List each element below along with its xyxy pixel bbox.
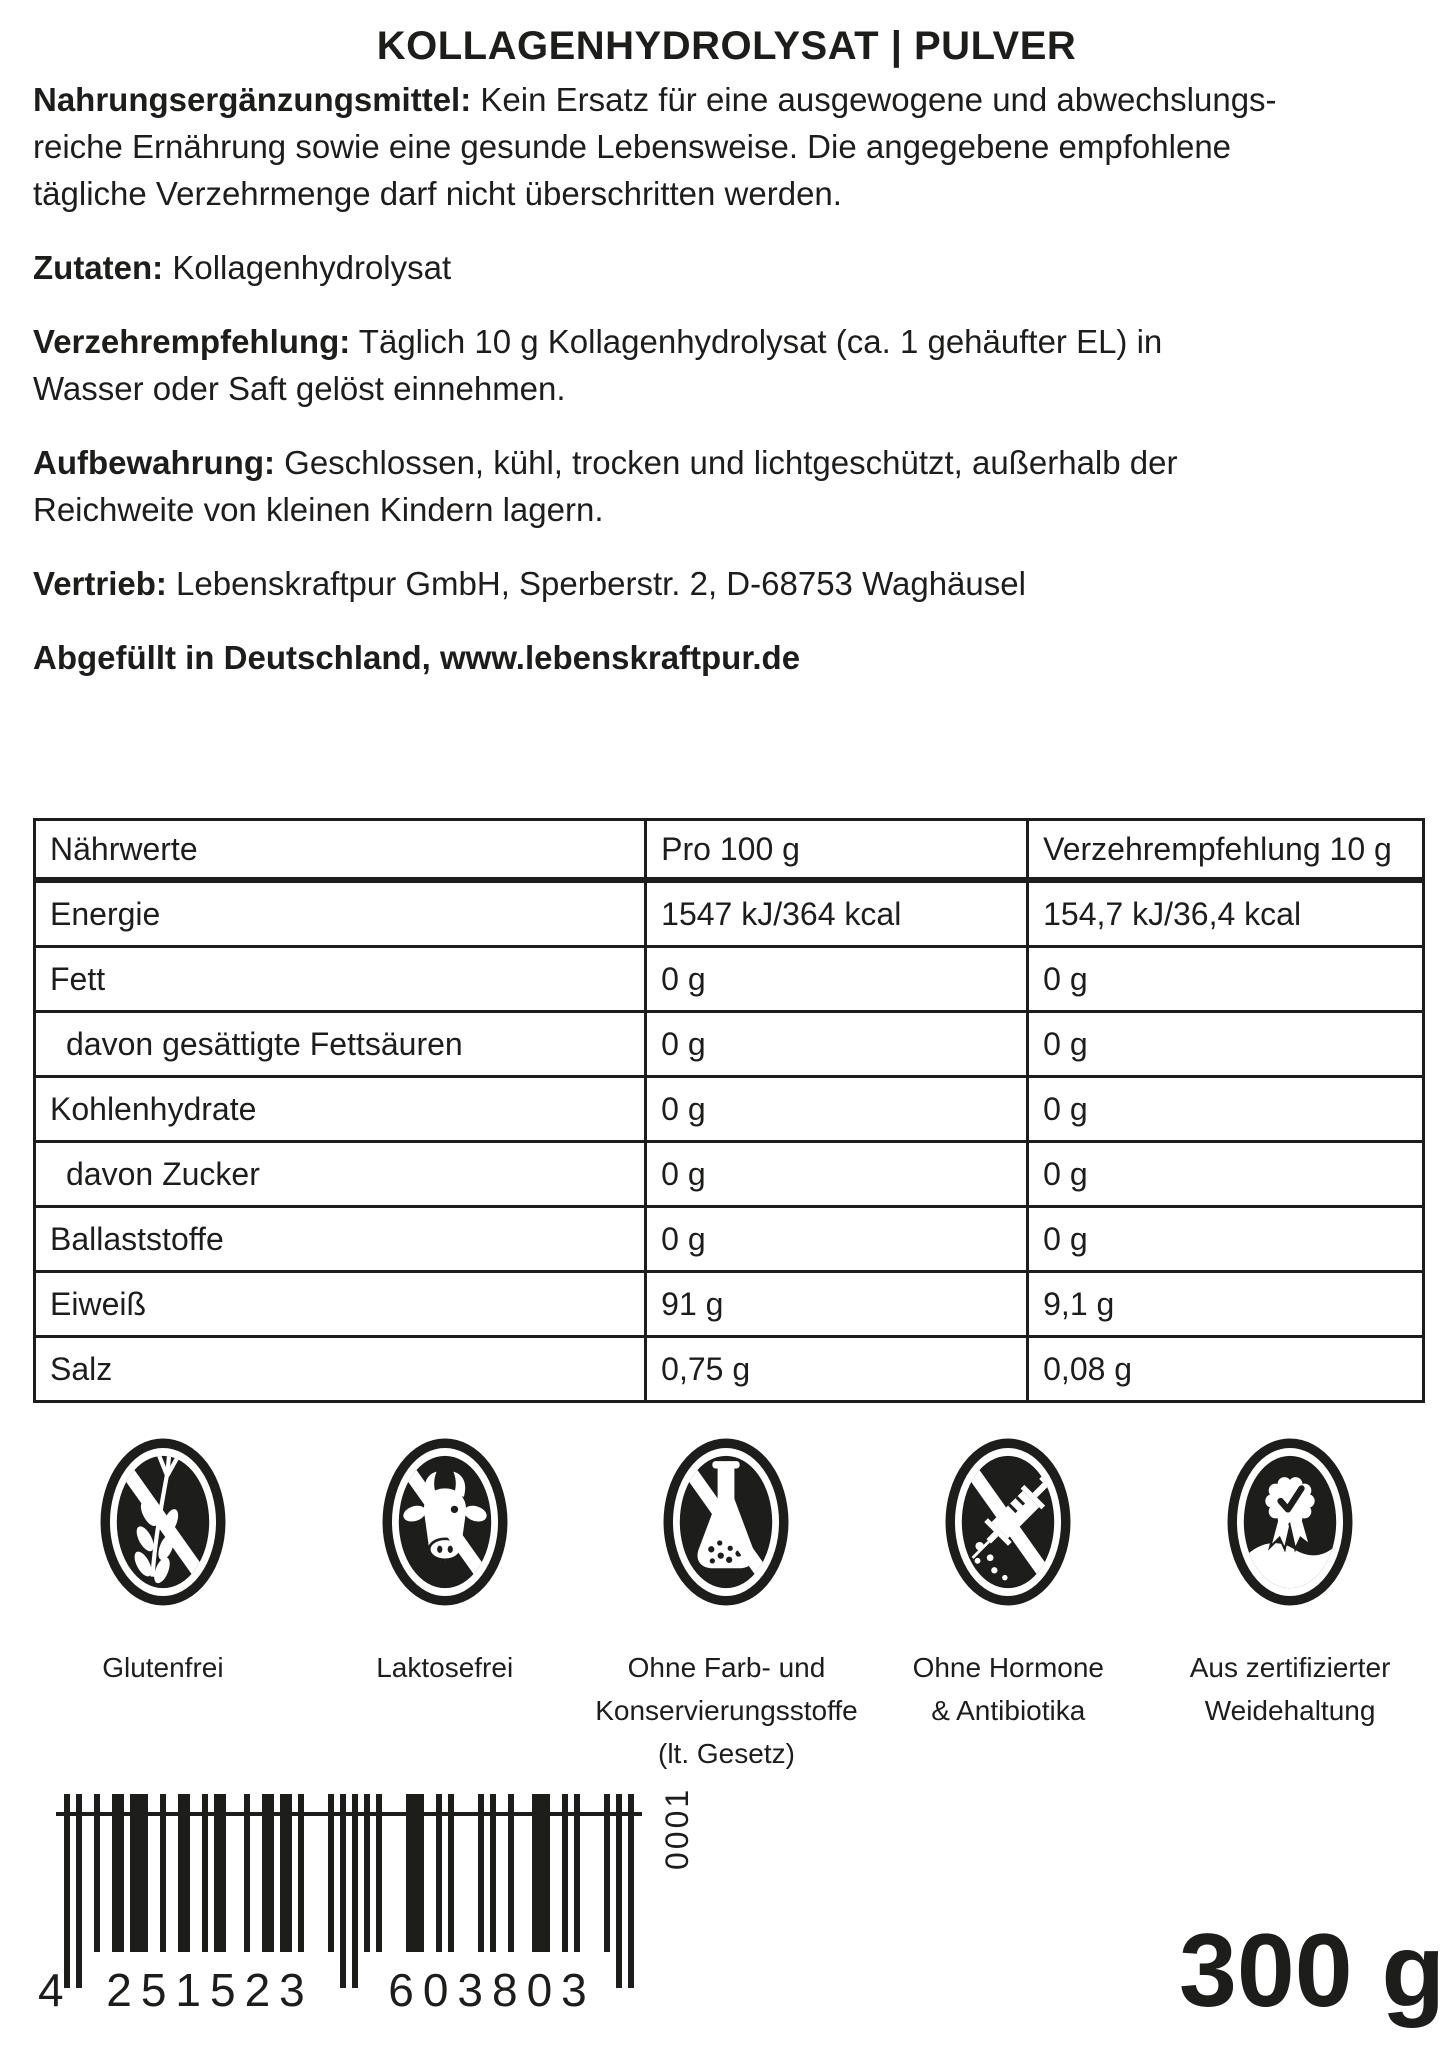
value-per-100g: 0 g bbox=[646, 1077, 1028, 1142]
no-hormones-icon bbox=[945, 1438, 1071, 1606]
info-line: Aufbewahrung: Geschlossen, kühl, trocken und lichtgeschützt, außerhalb der bbox=[33, 444, 1178, 481]
claim-label-line: Konservierungsstoffe bbox=[595, 1695, 858, 1726]
claim-label bbox=[102, 1646, 223, 1689]
info-line: Nahrungsergänzungsmittel: Kein Ersatz für eine ausgewogene und abwechslungs- bbox=[33, 81, 1277, 118]
claim-label bbox=[913, 1646, 1104, 1732]
barcode-digit-group-right: 603803 bbox=[388, 1964, 596, 2016]
nutrition-row bbox=[35, 1077, 1424, 1142]
product-title: KOLLAGENHYDROLYSAT | PULVER bbox=[376, 24, 1077, 68]
info-line: Zutaten: Kollagenhydrolysat bbox=[33, 249, 452, 286]
nutrition-table bbox=[33, 818, 1425, 1403]
claim-label bbox=[1190, 1646, 1391, 1732]
claim-label-line: Laktosefrei bbox=[376, 1652, 514, 1683]
certified-pasture-icon bbox=[1227, 1438, 1353, 1606]
info-paragraph bbox=[33, 439, 1417, 533]
nutrition-row bbox=[35, 947, 1424, 1012]
claim-label-line: Ohne Hormone bbox=[912, 1652, 1104, 1683]
barcode-digit-first: 4 bbox=[38, 1964, 64, 2016]
nutrition-row bbox=[35, 1207, 1424, 1272]
value-per-portion: 0 g bbox=[1028, 1207, 1424, 1272]
nutrition-header-row bbox=[35, 820, 1424, 881]
claim-badge bbox=[22, 1438, 304, 1775]
value-per-portion: 0 g bbox=[1028, 1142, 1424, 1207]
value-per-portion: 9,1 g bbox=[1028, 1272, 1424, 1337]
claim-label-line: Aus zertifizierter bbox=[1189, 1652, 1391, 1683]
value-per-100g: 1547 kJ/364 kcal bbox=[646, 880, 1028, 947]
info-paragraph bbox=[33, 560, 1417, 607]
info-line: reiche Ernährung sowie eine gesunde Lebensweise. Die angegebene empfohlene bbox=[33, 128, 1232, 165]
info-paragraph bbox=[33, 318, 1417, 412]
info-line: tägliche Verzehrmenge darf nicht überschritten werden. bbox=[33, 175, 842, 212]
barcode-digit-group-left: 251523 bbox=[106, 1964, 314, 2016]
claim-label bbox=[595, 1646, 858, 1775]
nutrition-row bbox=[35, 1142, 1424, 1207]
info-paragraph bbox=[33, 244, 1417, 291]
claim-label-line: Glutenfrei bbox=[102, 1652, 224, 1683]
nutrient-label: Energie bbox=[35, 880, 646, 947]
no-additives-icon bbox=[663, 1438, 789, 1606]
value-per-portion: 0 g bbox=[1028, 1077, 1424, 1142]
nutrient-label: davon Zucker bbox=[35, 1142, 646, 1207]
nutrient-label: davon gesättigte Fettsäuren bbox=[35, 1012, 646, 1077]
claim-badges bbox=[22, 1438, 1431, 1775]
nutrition-row bbox=[35, 880, 1424, 947]
claim-badge bbox=[586, 1438, 868, 1775]
nutrition-row bbox=[35, 1272, 1424, 1337]
value-per-portion: 0 g bbox=[1028, 1012, 1424, 1077]
value-per-portion: 154,7 kJ/36,4 kcal bbox=[1028, 880, 1424, 947]
value-per-100g: 0,75 g bbox=[646, 1337, 1028, 1402]
info-text bbox=[33, 76, 1417, 708]
no-lactose-icon bbox=[382, 1438, 508, 1606]
no-gluten-icon bbox=[100, 1438, 226, 1606]
claim-label-line: (lt. Gesetz) bbox=[658, 1738, 795, 1769]
net-weight: 300 g bbox=[1179, 1913, 1445, 2029]
nutrient-label: Ballaststoffe bbox=[35, 1207, 646, 1272]
value-per-100g: 0 g bbox=[646, 947, 1028, 1012]
info-line: Abgefüllt in Deutschland, www.lebenskraftpur.de bbox=[33, 639, 801, 676]
nutrient-label: Kohlenhydrate bbox=[35, 1077, 646, 1142]
info-line: Reichweite von kleinen Kindern lagern. bbox=[33, 491, 604, 528]
nutrient-label: Eiweiß bbox=[35, 1272, 646, 1337]
claim-label-line: Weidehaltung bbox=[1204, 1695, 1376, 1726]
ean-barcode bbox=[36, 1786, 736, 2023]
info-line: Wasser oder Saft gelöst einnehmen. bbox=[33, 370, 566, 407]
nutrient-label: Fett bbox=[35, 947, 646, 1012]
table-header-per-100g: Pro 100 g bbox=[646, 820, 1028, 881]
value-per-100g: 0 g bbox=[646, 1142, 1028, 1207]
value-per-100g: 0 g bbox=[646, 1207, 1028, 1272]
claim-badge bbox=[304, 1438, 586, 1775]
barcode-side-number: 0001 bbox=[659, 1786, 695, 1870]
claim-label-line: & Antibiotika bbox=[931, 1695, 1086, 1726]
nutrient-label: Salz bbox=[35, 1337, 646, 1402]
info-line: Verzehrempfehlung: Täglich 10 g Kollagenhydrolysat (ca. 1 gehäufter EL) in bbox=[33, 323, 1163, 360]
info-line: Vertrieb: Lebenskraftpur GmbH, Sperberstr. 2, D-68753 Waghäusel bbox=[33, 565, 1026, 602]
table-header-per-portion: Verzehrempfehlung 10 g bbox=[1028, 820, 1424, 881]
nutrition-table-body bbox=[35, 880, 1424, 1402]
claim-label-line: Ohne Farb- und bbox=[627, 1652, 826, 1683]
nutrition-row bbox=[35, 1012, 1424, 1077]
claim-badge bbox=[867, 1438, 1149, 1775]
info-paragraph bbox=[33, 634, 1417, 681]
value-per-100g: 0 g bbox=[646, 1012, 1028, 1077]
claim-badge bbox=[1149, 1438, 1431, 1775]
ean-barcode-graphic bbox=[36, 1786, 736, 2018]
value-per-100g: 91 g bbox=[646, 1272, 1028, 1337]
nutrition-row bbox=[35, 1337, 1424, 1402]
table-header-nutrients: Nährwerte bbox=[35, 820, 646, 881]
value-per-portion: 0,08 g bbox=[1028, 1337, 1424, 1402]
value-per-portion: 0 g bbox=[1028, 947, 1424, 1012]
claim-label bbox=[376, 1646, 513, 1689]
info-paragraph bbox=[33, 76, 1417, 217]
